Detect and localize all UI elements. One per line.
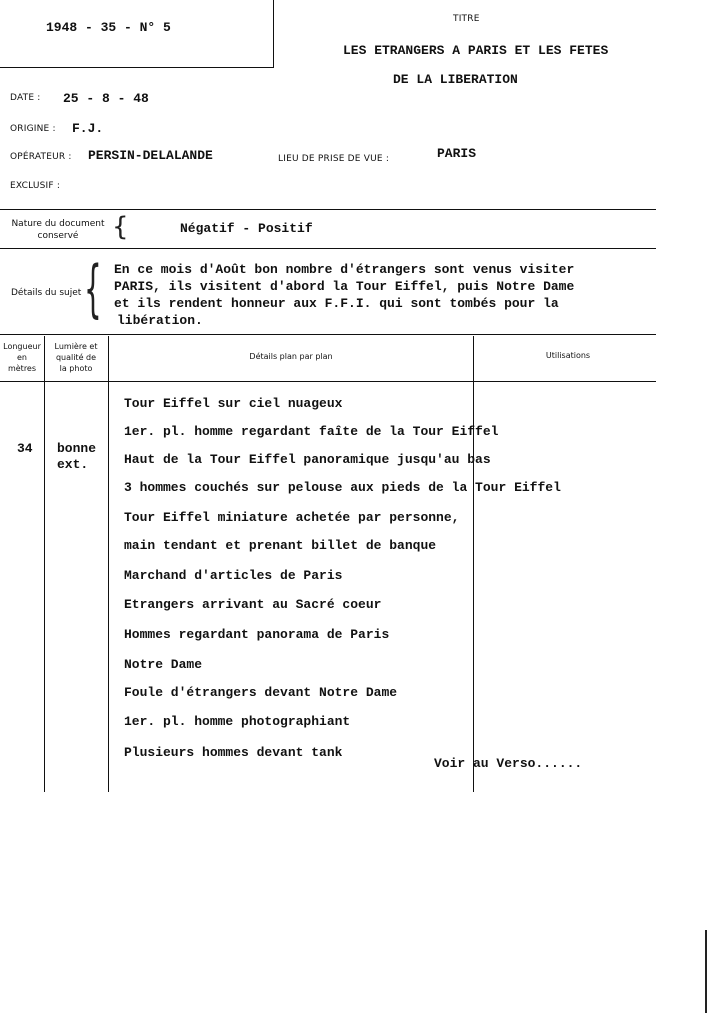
shot-9: Hommes regardant panorama de Paris <box>124 627 390 642</box>
quality-line-1: bonne <box>57 441 97 456</box>
details-line-1: En ce mois d'Août bon nombre d'étrangers sont venus visiter <box>114 262 575 277</box>
shot-3: Haut de la Tour Eiffel panoramique jusqu'au bas <box>124 452 491 467</box>
shot-10: Notre Dame <box>124 657 203 672</box>
details-text <box>114 261 574 329</box>
nature-bottom-rule <box>0 248 656 249</box>
col-length-header <box>2 341 42 374</box>
scan-edge <box>705 930 707 1013</box>
nature-value: Négatif - Positif <box>180 221 313 236</box>
reference-number: 1948 - 35 - N° 5 <box>46 20 171 35</box>
quality-value <box>57 441 96 473</box>
shot-2: 1er. pl. homme regardant faîte de la Tour Eiffel <box>124 424 499 439</box>
header-box-right <box>273 0 274 68</box>
header-box-bottom <box>0 67 274 68</box>
nature-label-line-2: conservé <box>37 231 79 241</box>
shot-11: Foule d'étrangers devant Notre Dame <box>124 685 398 700</box>
col-divider-1 <box>44 336 45 792</box>
origine-value: F.J. <box>72 121 104 136</box>
col-length-line-2: en <box>17 353 27 362</box>
shot-13: Plusieurs hommes devant tank <box>124 745 343 760</box>
date-label: DATE : <box>10 93 41 103</box>
quality-line-2: ext. <box>57 457 89 472</box>
col-utilisations-header: Utilisations <box>545 351 591 360</box>
origine-label: ORIGINE : <box>10 124 56 134</box>
voir-au-verso: Voir au Verso...... <box>434 756 583 771</box>
details-line-4: libération. <box>117 313 203 328</box>
titre-label: TITRE <box>453 14 480 24</box>
details-bracket: { <box>84 252 102 325</box>
shot-8: Etrangers arrivant au Sacré coeur <box>124 597 382 612</box>
col-length-line-1: Longueur <box>3 342 41 351</box>
title-line-2: DE LA LIBERATION <box>393 72 518 87</box>
lieu-label: LIEU DE PRISE DE VUE : <box>278 154 390 164</box>
shot-5: Tour Eiffel miniature achetée par personne, <box>124 510 460 525</box>
col-details-header: Détails plan par plan <box>249 352 333 361</box>
col-quality-line-3: la photo <box>59 364 93 373</box>
exclusif-label: EXCLUSIF : <box>10 181 61 191</box>
nature-label-line-1: Nature du document <box>11 219 105 229</box>
shot-1: Tour Eiffel sur ciel nuageux <box>124 396 343 411</box>
shot-7: Marchand d'articles de Paris <box>124 568 343 583</box>
title-line-1: LES ETRANGERS A PARIS ET LES FETES <box>343 43 609 58</box>
date-value: 25 - 8 - 48 <box>63 91 149 106</box>
nature-label <box>8 218 108 242</box>
length-value: 34 <box>17 441 33 456</box>
details-line-2: PARIS, ils visitent d'abord la Tour Eiffel, puis Notre Dame <box>114 279 575 294</box>
nature-bracket: { <box>112 212 129 242</box>
details-line-3: et ils rendent honneur aux F.F.I. qui sont tombés pour la <box>114 296 559 311</box>
nature-top-rule <box>0 209 656 210</box>
details-bottom-rule <box>0 334 656 335</box>
header-row-rule <box>0 381 656 382</box>
col-quality-header <box>46 341 106 374</box>
col-quality-line-2: qualité de <box>55 353 97 362</box>
shot-4: 3 hommes couchés sur pelouse aux pieds de la Tour Eiffel <box>124 480 561 495</box>
col-length-line-3: mètres <box>7 364 37 373</box>
details-label: Détails du sujet <box>11 288 82 298</box>
lieu-value: PARIS <box>437 146 477 161</box>
col-divider-3 <box>473 336 474 792</box>
col-divider-2 <box>108 336 109 792</box>
shot-6: main tendant et prenant billet de banque <box>124 538 437 553</box>
shot-12: 1er. pl. homme photographiant <box>124 714 351 729</box>
operateur-label: OPÉRATEUR : <box>10 152 72 162</box>
col-quality-line-1: Lumière et <box>54 342 98 351</box>
operateur-value: PERSIN-DELALANDE <box>88 148 213 163</box>
